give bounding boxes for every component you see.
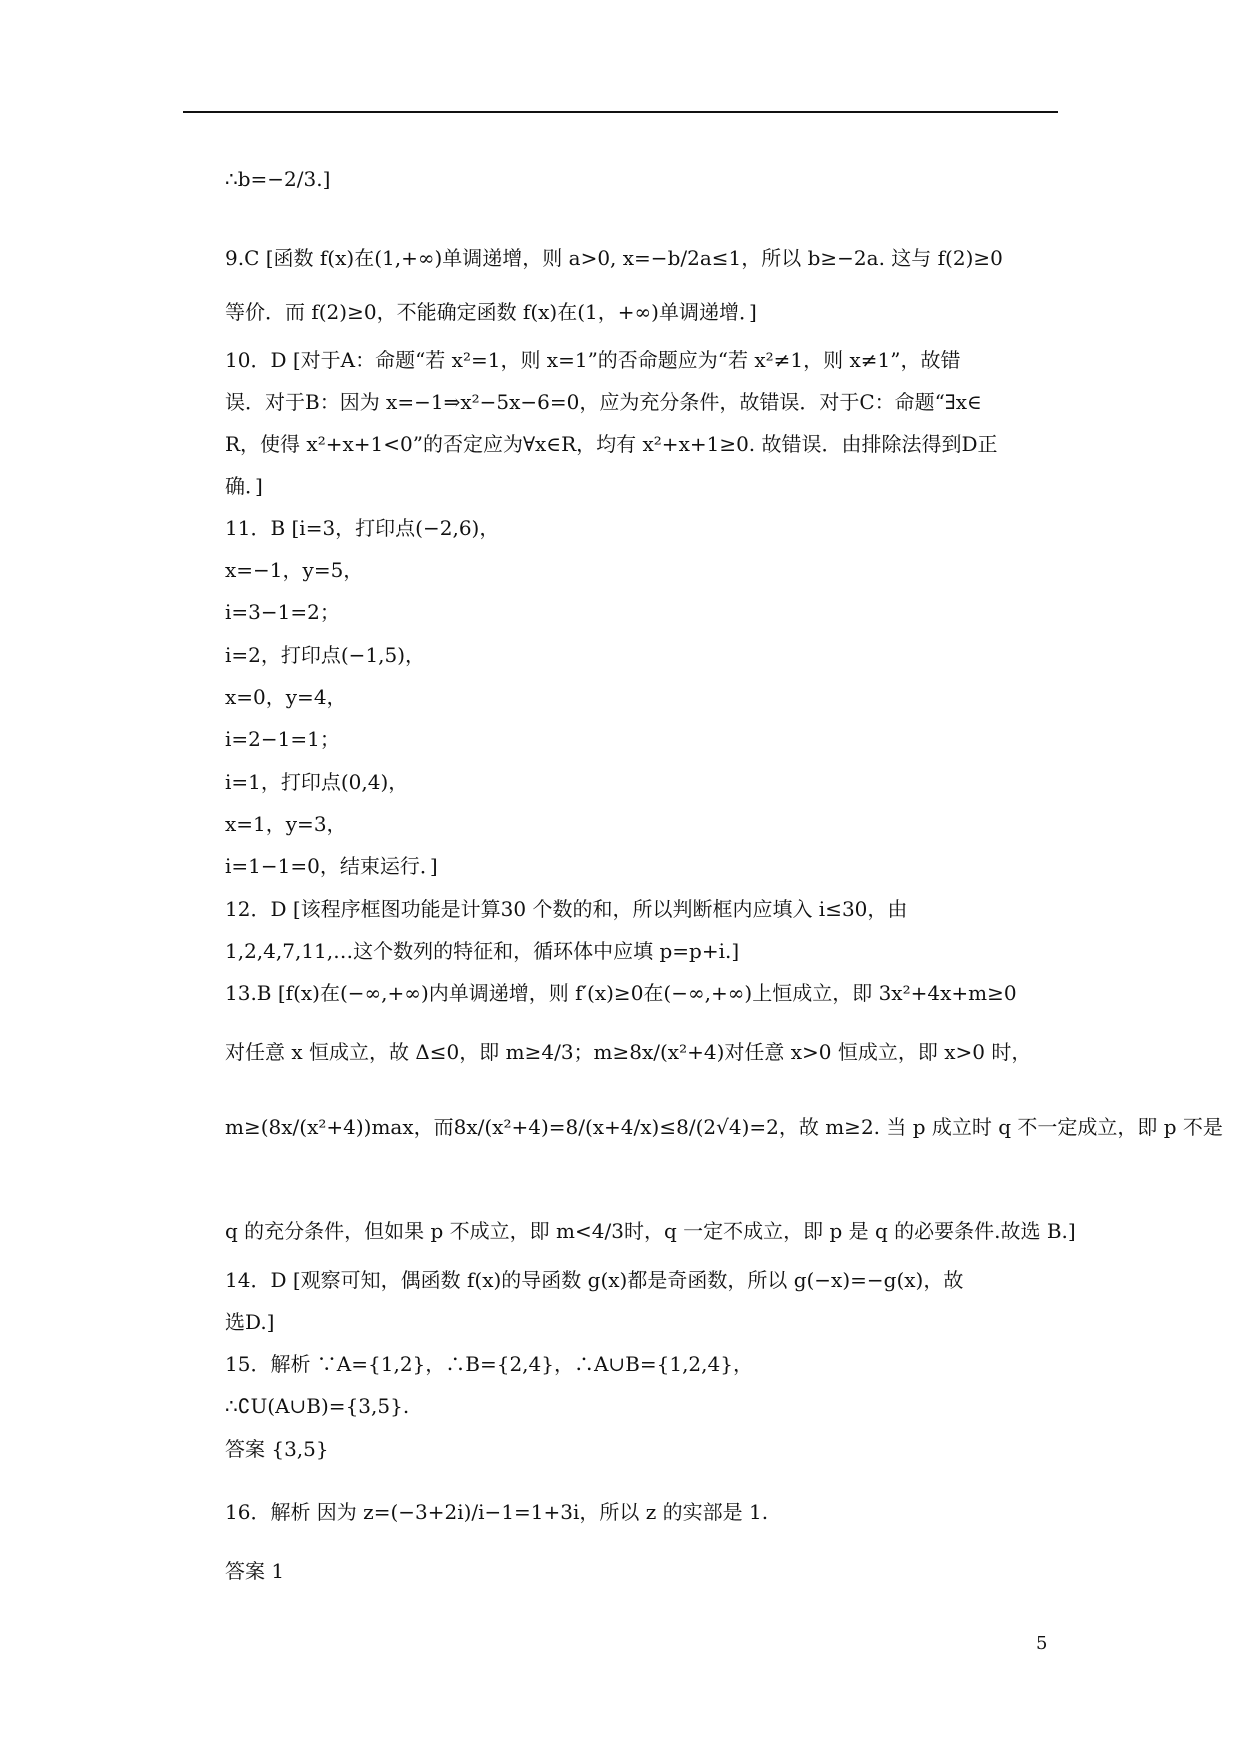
text-line: 15．解析 ∵A={1,2}，∴B={2,4}，∴A∪B={1,2,4}， [225, 1352, 753, 1376]
page-number: 5 [1036, 1633, 1048, 1654]
text-line: 14．D [观察可知，偶函数 f(x)的导函数 g(x)都是奇函数，所以 g(−x)=−g(x)，故 [225, 1268, 964, 1292]
text-line: i=1，打印点(0,4)， [225, 770, 409, 794]
text-line: q 的充分条件，但如果 p 不成立，即 m<4/3时，q 一定不成立，即 p 是 q 的必要条件.故选 B.] [225, 1219, 1076, 1243]
text-line: x=1，y=3， [225, 812, 347, 836]
text-line: 11．B [i=3，打印点(−2,6)， [225, 516, 500, 540]
text-line: 误．对于B：因为 x=−1⇒x²−5x−6=0，应为充分条件，故错误．对于C：命题“∃x∈ [225, 390, 982, 414]
text-line: x=−1，y=5， [225, 558, 364, 582]
text-line: i=1−1=0，结束运行．] [225, 854, 438, 878]
text-line: m≥(8x/(x²+4))max，而8x/(x²+4)=8/(x+4/x)≤8/(2√4)=2，故 m≥2. 当 p 成立时 q 不一定成立，即 p 不是 [225, 1115, 1223, 1139]
text-line: 确．] [225, 474, 263, 498]
text-line: i=2−1=1； [225, 727, 340, 751]
text-line: 1,2,4,7,11,…这个数列的特征和，循环体中应填 p=p+i.] [225, 939, 740, 963]
text-line: 13.B [f(x)在(−∞,+∞)内单调递增，则 f′(x)≥0在(−∞,+∞)上恒成立，即 3x²+4x+m≥0 [225, 981, 1017, 1005]
text-line: x=0，y=4， [225, 685, 347, 709]
text-line: 12．D [该程序框图功能是计算30 个数的和，所以判断框内应填入 i≤30，由 [225, 897, 908, 921]
text-line: i=3−1=2； [225, 600, 340, 624]
text-line: 答案 1 [225, 1559, 285, 1583]
text-line: 10．D [对于A：命题“若 x²=1，则 x=1”的否命题应为“若 x²≠1，则 x≠1”，故错 [225, 348, 961, 372]
text-line: ∴b=−2/3.] [225, 167, 331, 191]
text-line: i=2，打印点(−1,5)， [225, 643, 426, 667]
header-rule [183, 111, 1058, 113]
text-line: 9.C [函数 f(x)在(1,+∞)单调递增，则 a>0, x=−b/2a≤1，所以 b≥−2a. 这与 f(2)≥0 [225, 246, 1003, 270]
text-line: 等价．而 f(2)≥0，不能确定函数 f(x)在(1，+∞)单调递增．] [225, 300, 757, 324]
text-line: R，使得 x²+x+1<0”的否定应为∀x∈R，均有 x²+x+1≥0. 故错误．由排除法得到D正 [225, 432, 998, 456]
text-line: 选D.] [225, 1310, 275, 1334]
text-line: 16．解析 因为 z=(−3+2i)/i−1=1+3i，所以 z 的实部是 1. [225, 1500, 769, 1524]
text-line: ∴∁U(A∪B)={3,5}. [225, 1394, 410, 1418]
text-line: 对任意 x 恒成立，故 Δ≤0，即 m≥4/3；m≥8x/(x²+4)对任意 x>0 恒成立，即 x>0 时， [225, 1040, 1032, 1064]
text-line: 答案 {3,5} [225, 1437, 329, 1461]
